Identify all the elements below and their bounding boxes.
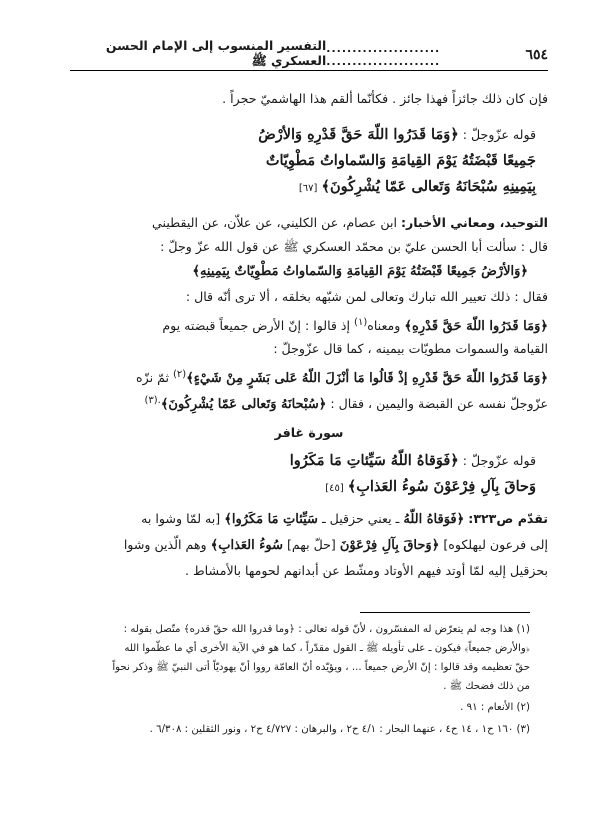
surah-title: سورة غافر (274, 425, 344, 440)
line-17-text-b: [حلّ بهم] (283, 537, 340, 552)
text-line-6 (70, 236, 548, 258)
text-line-12 (70, 390, 548, 416)
text-line-8 (70, 286, 548, 308)
line-5-chain: ابن عصام، عن الكليني، عن علاّن، عن اليقطيني (152, 215, 401, 230)
quran-quote-line-16b: سَيِّئاتِ مَا مَكَرُوا﴾ (224, 512, 318, 527)
text-line-10 (70, 338, 548, 360)
quran-quote-line-9: ﴿وَمَا قَدَرُوا اللّهَ حَقَّ قَدْرِهِ﴾ (404, 319, 548, 335)
line-16-text-a: ـ يعني حزقيل ـ (317, 511, 404, 526)
footnote-1-line-d: من ذلك فضحك ﷺ . (443, 681, 530, 692)
footnote-rule (360, 612, 530, 613)
footnote-1-line-c: حقّ تعظيمه وقد قالوا : إنّ الأرض جميعاً ... ، ويؤيّده أنّ العامّة رووا أنّ يهوديّاً أتى النبيّ ﷺ وذكر نحواً (112, 662, 530, 673)
verse-ref-45: [٤٥] (325, 483, 344, 494)
text-line-17 (70, 534, 548, 557)
running-title: التفسير المنسوب إلى الإمام الحسن العسكري ﷺ (105, 38, 327, 68)
line-9-text-a: ومعناه (367, 318, 405, 334)
line-10-text: القيامة والسموات مطويّات بيمينه ، كما قال عزّوجلّ : (273, 341, 548, 356)
quran-quote-line-16a: ﴿فَوَقاهُ اللّهُ (403, 512, 465, 527)
line-11-text: ثمّ نزّه (136, 370, 173, 386)
quran-verse-67-part2: جَمِيعًا قَبْضَتُهُ يَوْمَ القِيامَةِ وَالسّماواتُ مَطْوِيّاتٌ (265, 152, 536, 169)
quran-verse-67-part3: بِيَمِينِهِ سُبْحَانَهُ وَتَعالى عَمّا يُشْرِكُونَ﴾ (321, 178, 536, 195)
running-header (70, 38, 548, 68)
line-6-text: قال : سألت أبا الحسن عليّ بن محمّد العسكري ﷺ عن قول الله عزّ وجلّ : (160, 239, 548, 254)
text-line-3 (70, 150, 536, 172)
quran-quote-line-12: ﴿سُبْحانَهُ وَتَعالى عَمّا يُشْرِكُونَ﴾ (160, 397, 327, 413)
text-line-4 (70, 176, 536, 200)
quran-verse-45-part1: ﴿فَوَقاهُ اللّهُ سَيِّئاتِ مَا مَكَرُوا (289, 452, 459, 469)
text-line-14 (70, 450, 536, 472)
line-16-text-b: [به لمّا وشوا به (141, 511, 225, 526)
line-17-text-c: وهم الّذين وشوا (123, 537, 211, 552)
line-1-text: فإن كان ذلك جائزاً فهذا جائز . فكأنّما ألقم هذا الهاشميّ حجراً . (222, 91, 548, 106)
line-8-text: فقال : ذلك تعيير الله تبارك وتعالى لمن شبّهه بخلقه ، ألا ترى أنّه قال : (185, 289, 548, 304)
verse-ref-67: [٦٧] (298, 183, 318, 194)
header-dots: ...................... ...................... (326, 42, 441, 68)
quran-verse-67-part1: ﴿وَمَا قَدَرُوا اللّهَ حَقَّ قَدْرِهِ وَالأرْضُ (258, 126, 459, 143)
footnote-1-line-b: ﴿والأرض جميعاً﴾ فيكون ـ على تأويله ﷺ ـ القول مقدّراً ، كما هو في الآية الأخرى أي ما عظّموا الله (124, 643, 530, 654)
quran-quote-line-11: ﴿وَمَا قَدَرُوا اللّهَ حَقَّ قَدْرِهِ إذْ قَالُوا مَا أنْزَلَ اللّهُ عَلى بَشَرٍ مِنْ شَيْءٍ﴾ (186, 371, 548, 387)
line-17-text-a: إلى فرعون ليهلكوه] (439, 537, 548, 552)
source-heading-tawhid: التوحيد، ومعاني الأخبار: (401, 215, 548, 230)
cross-reference-heading: تقدّم ص٣٢٣: (468, 511, 548, 526)
text-line-9 (70, 312, 548, 338)
text-line-15 (70, 476, 536, 500)
line-9-text-b: إذ قالوا : إنّ الأرض جميعاً قبضته يوم (162, 318, 355, 334)
text-line-11 (70, 364, 548, 390)
text-line-5 (70, 212, 548, 234)
footnote-marker-3: .(٣) (144, 395, 161, 406)
quran-quote-line-17b: سُوءُ العَذابِ﴾ (210, 538, 283, 553)
surah-heading (70, 422, 548, 444)
text-line-1 (70, 88, 548, 110)
line-12-text: عزّوجلّ نفسه عن القبضة واليمين ، فقال : (326, 396, 548, 412)
footnote-3: (٣) ١٦٠ ح١ ، ١٤ ح٤ ، عنهما البحار : ٤/١ ح٢ ، والبرهان : ٤/٧٢٧ ح٢ ، ونور الثقلين : ٦/٣٠٨ . (149, 724, 530, 735)
quran-verse-45-part2: وَحاقَ بِآلِ فِرْعَوْنَ سُوءُ العَذابِ﴾ (347, 478, 536, 495)
quran-quote-line-17a: ﴿وَحاقَ بِآلِ فِرْعَوْنَ (339, 538, 440, 553)
line-14-intro: قوله عزّوجلّ : (458, 453, 536, 468)
line-2-intro: قوله عزّوجلّ : (458, 127, 536, 142)
footnote-marker-2: (٢) (173, 369, 187, 380)
footnote-1-line-a: (١) هذا وجه لم يتعرّض له المفسّرون ، لأنّ قوله تعالى : ﴿وما قدروا الله حقّ قدره﴾ متّصل بقوله : (123, 624, 530, 635)
text-line-2 (70, 124, 536, 146)
page-number: ٦٥٤ (525, 47, 548, 63)
footnote-marker-1: (١) (354, 317, 368, 328)
text-line-18 (70, 560, 548, 582)
line-18-text: بحزقيل إليه لمّا أوتد فيهم الأوتاد ومشّط عن أبدانهم لحومها بالأمشاط . (184, 563, 548, 578)
text-line-7 (70, 260, 528, 283)
footnote-2: (٢) الأنعام : ٩١ . (460, 702, 530, 713)
header-rule (70, 70, 548, 71)
text-line-16 (70, 508, 548, 531)
quran-quote-line-7: ﴿وَالأرْضُ جَمِيعًا قَبْضَتُهُ يَوْمَ القِيامَةِ وَالسّماواتُ مَطْوِيّاتٌ بِيَمِينِهِ﴾ (192, 264, 528, 279)
